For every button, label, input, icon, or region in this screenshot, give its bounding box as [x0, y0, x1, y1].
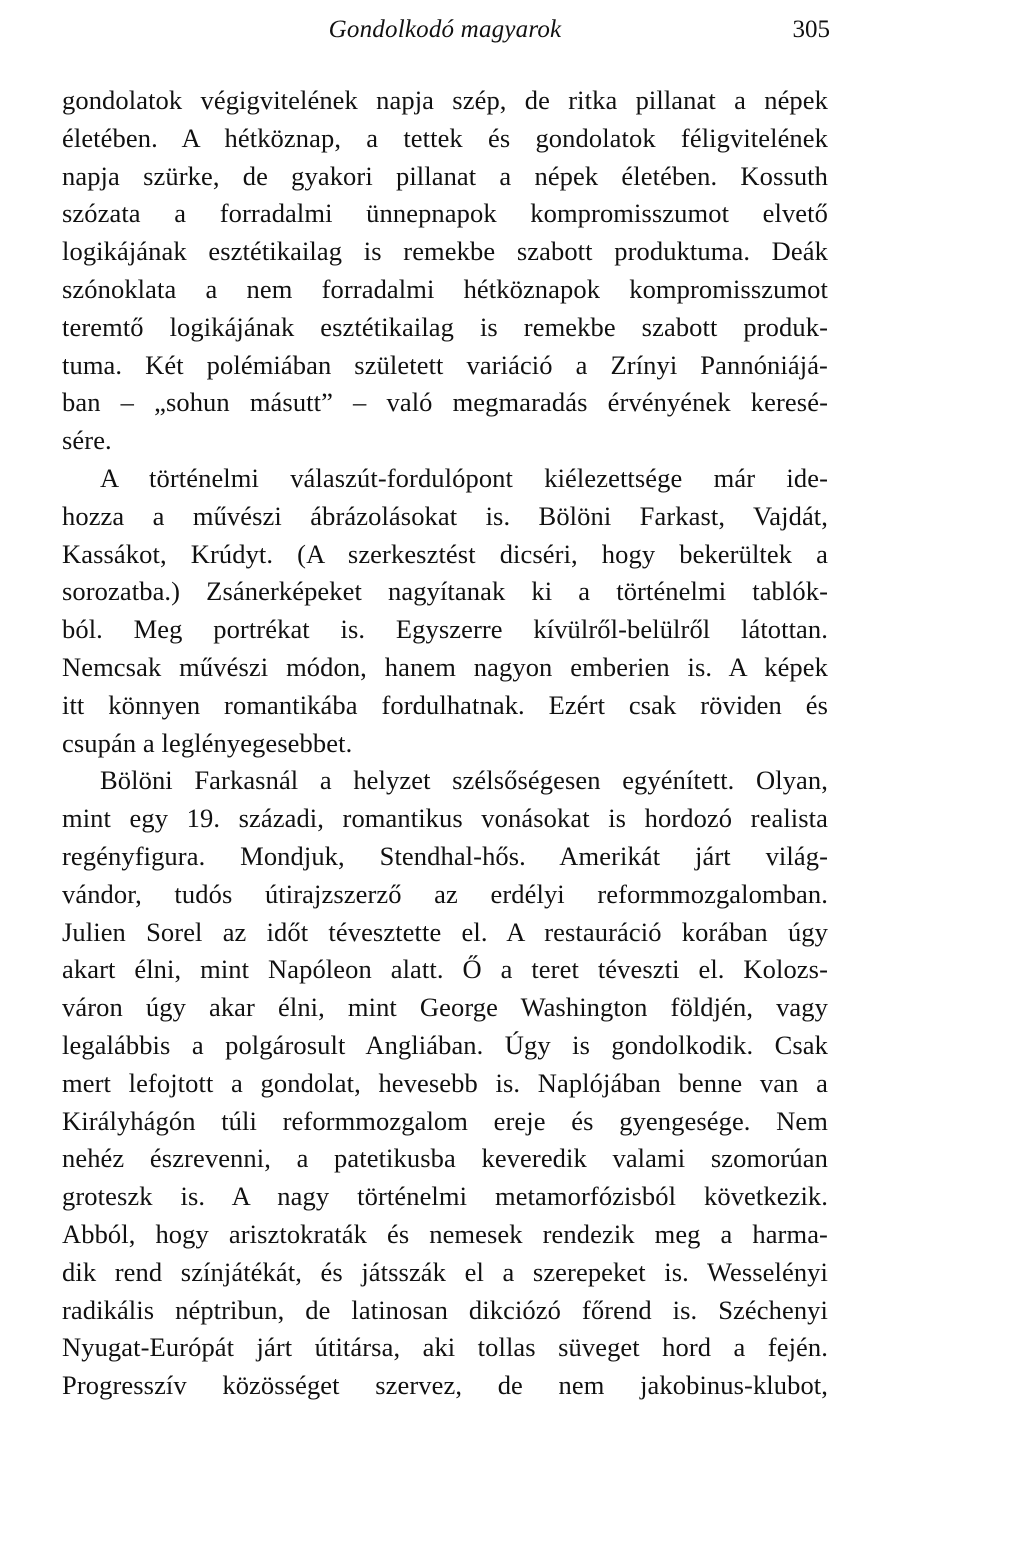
text-line: Progresszív közösséget szervez, de nem jakobinus-klubot,	[62, 1370, 828, 1401]
text-line: gondolatok végigvitelének napja szép, de ritka pillanat a népek	[62, 85, 828, 115]
text-line: regényfigura. Mondjuk, Stendhal-hős. Amerikát járt világ-	[62, 840, 828, 871]
text-line: groteszk is. A nagy történelmi metamorfózisból következik.	[62, 1181, 828, 1212]
running-head-title: Gondolkodó magyarok	[328, 16, 562, 43]
text-line: Nyugat-Európát járt útitársa, aki tollas süveget hord a fején.	[62, 1332, 828, 1363]
text-line: vándor, tudós útirajzszerző az erdélyi reformmozgalomban.	[62, 878, 828, 909]
body-text	[62, 82, 828, 1405]
text-line: napja szürke, de gyakori pillanat a népek életében. Kossuth	[62, 160, 828, 191]
text-line: Királyhágón túli reformmozgalom ereje és gyengesége. Nem	[62, 1105, 828, 1136]
running-header	[62, 0, 828, 64]
text-line: Julien Sorel az időt tévesztette el. A restauráció korában úgy	[62, 916, 828, 947]
text-line: Bölöni Farkasnál a helyzet szélsőségesen egyénített. Olyan,	[100, 765, 828, 796]
text-line: sére.	[62, 425, 112, 456]
text-line: Kassákot, Krúdyt. (A szerkesztést dicséri, hogy bekerültek a	[62, 538, 828, 569]
text-line: radikális néptribun, de latinosan dikciózó főrend is. Széchenyi	[62, 1294, 828, 1325]
text-line: Abból, hogy arisztokraták és nemesek rendezik meg a harma-	[62, 1218, 828, 1249]
text-line: legalábbis a polgárosult Angliában. Úgy is gondolkodik. Csak	[62, 1029, 828, 1060]
text-line: Nemcsak művészi módon, hanem nagyon emberien is. A képek	[62, 651, 828, 682]
page-number: 305	[792, 16, 830, 43]
text-line: dik rend színjátékát, és játsszák el a szerepeket is. Wesselényi	[62, 1256, 828, 1287]
text-line: mert lefojtott a gondolat, hevesebb is. Naplójában benne van a	[62, 1067, 828, 1098]
text-line: csupán a leglényegesebbet.	[62, 727, 353, 758]
text-line: itt könnyen romantikába fordulhatnak. Ezért csak röviden és	[62, 689, 828, 720]
text-line: akart élni, mint Napóleon alatt. Ő a teret téveszti el. Kolozs-	[62, 954, 828, 985]
text-line: váron úgy akar élni, mint George Washington földjén, vagy	[62, 992, 828, 1023]
text-line: A történelmi válaszút-fordulópont kiélezettsége már ide-	[100, 462, 828, 493]
text-line: ból. Meg portrékat is. Egyszerre kívülről-belülről látottan.	[62, 614, 828, 645]
text-line: szózata a forradalmi ünnepnapok kompromisszumot elvető	[62, 198, 828, 229]
text-line: nehéz észrevenni, a patetikusba keveredik valami szomorúan	[62, 1143, 828, 1174]
book-page	[62, 0, 828, 1565]
text-line: életében. A hétköznap, a tettek és gondolatok féligvitelének	[62, 122, 828, 153]
text-line: tuma. Két polémiában született variáció a Zrínyi Pannóniájá-	[62, 349, 828, 380]
text-line: szónoklata a nem forradalmi hétköznapok kompromisszumot	[62, 273, 828, 304]
text-line: hozza a művészi ábrázolásokat is. Bölöni Farkast, Vajdát,	[62, 500, 828, 531]
text-line: ban – „sohun másutt” – való megmaradás érvényének keresé-	[62, 387, 828, 418]
text-line: teremtő logikájának esztétikailag is remekbe szabott produk-	[62, 311, 828, 342]
text-line: mint egy 19. századi, romantikus vonásokat is hordozó realista	[62, 803, 828, 834]
text-line: logikájának esztétikailag is remekbe szabott produktuma. Deák	[62, 236, 828, 267]
text-line: sorozatba.) Zsánerképeket nagyítanak ki a történelmi tablók-	[62, 576, 828, 607]
